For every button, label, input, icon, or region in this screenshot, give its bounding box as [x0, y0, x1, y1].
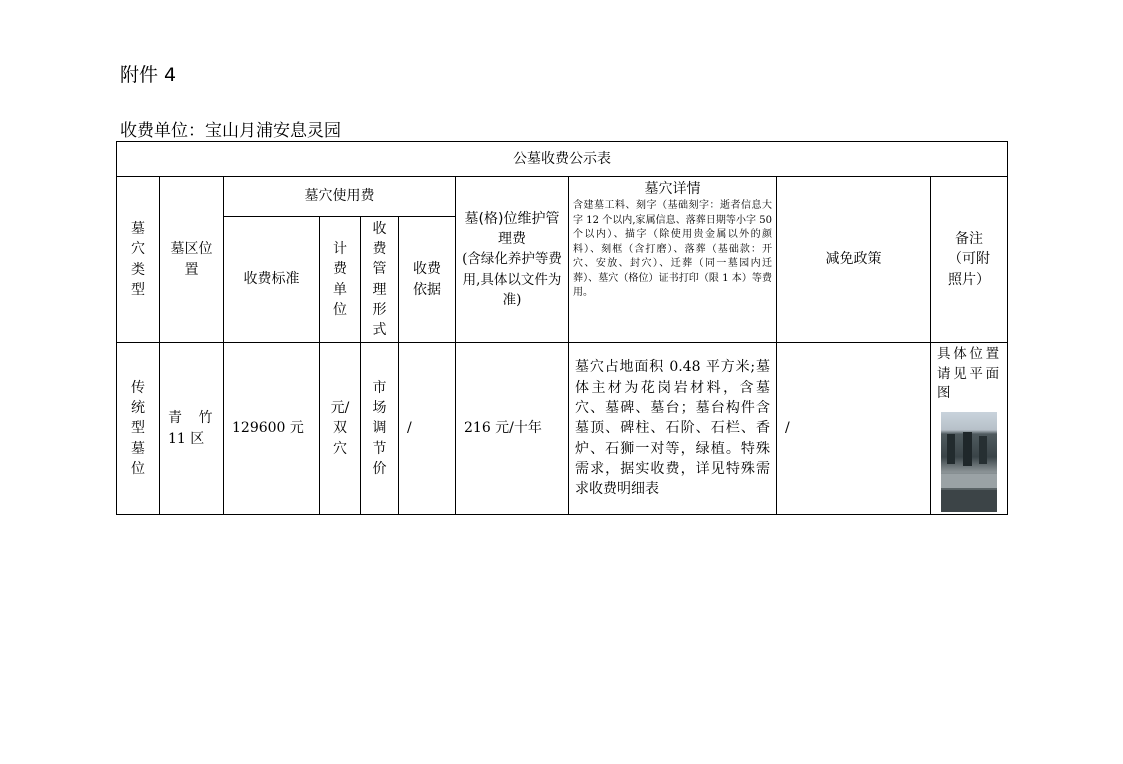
cell-remarks — [931, 343, 1008, 515]
header-details — [569, 177, 777, 343]
cell-fee-basis: / — [399, 343, 456, 515]
header-unit: 计费单位 — [320, 217, 361, 343]
cell-management-form: 市场调节价 — [361, 343, 399, 515]
grave-photo-icon — [941, 412, 997, 512]
table-title: 公墓收费公示表 — [117, 142, 1008, 177]
fee-unit-line: 收费单位：宝山月浦安息灵园 — [120, 121, 341, 141]
header-remarks: 备注（可附照片） — [931, 177, 1008, 343]
header-maintenance — [456, 177, 569, 343]
attachment-label: 附件 4 — [120, 64, 177, 86]
fee-table — [116, 141, 1008, 515]
cell-unit: 元/双穴 — [320, 343, 361, 515]
cell-area-location-line2: 11 区 — [168, 430, 205, 447]
cell-reduction-policy: / — [777, 343, 931, 515]
header-maintenance-title: 墓(格)位维护管理费 — [464, 210, 560, 248]
cell-fee-standard: 129600 元 — [224, 343, 320, 515]
header-area-location: 墓区位置 — [160, 177, 224, 343]
header-management-form: 收费管理形式 — [361, 217, 399, 343]
cell-area-location — [160, 343, 224, 515]
header-usage-fee: 墓穴使用费 — [224, 177, 456, 217]
header-details-title: 墓穴详情 — [644, 181, 701, 197]
header-maintenance-note: (含绿化养护等费用,具体以文件为准) — [462, 251, 562, 308]
header-details-note: 含建墓工料、刻字（基础刻字：逝者信息大字 12 个以内,家属信息、落葬日期等小字 50 个以内）、描字（除使用贵金属以外的颜料）、刻框（含打磨）、落葬（基础款：开穴、安放、封穴）、迁葬（同一墓园内迁葬）、墓穴（格位）证书打印（限 1 本）等费用。 — [573, 200, 772, 299]
header-grave-type: 墓穴类型 — [117, 177, 160, 343]
remarks-text: 具体位置请见平面图 — [937, 346, 1002, 402]
header-fee-basis: 收费依据 — [399, 217, 456, 343]
header-fee-standard: 收费标准 — [224, 217, 320, 343]
cell-area-location-line1: 青 竹 — [168, 410, 219, 427]
cell-grave-type: 传统型墓位 — [117, 343, 160, 515]
cell-maintenance-fee: 216 元/十年 — [456, 343, 569, 515]
cell-details: 墓穴占地面积 0.48 平方米;墓体主材为花岗岩材料，含墓穴、墓碑、墓台；墓台构件含墓顶、碑柱、石阶、石栏、香炉、石狮一对等，绿植。特殊需求，据实收费，详见特殊需求收费明细表 — [569, 343, 777, 515]
header-reduction-policy: 减免政策 — [777, 177, 931, 343]
